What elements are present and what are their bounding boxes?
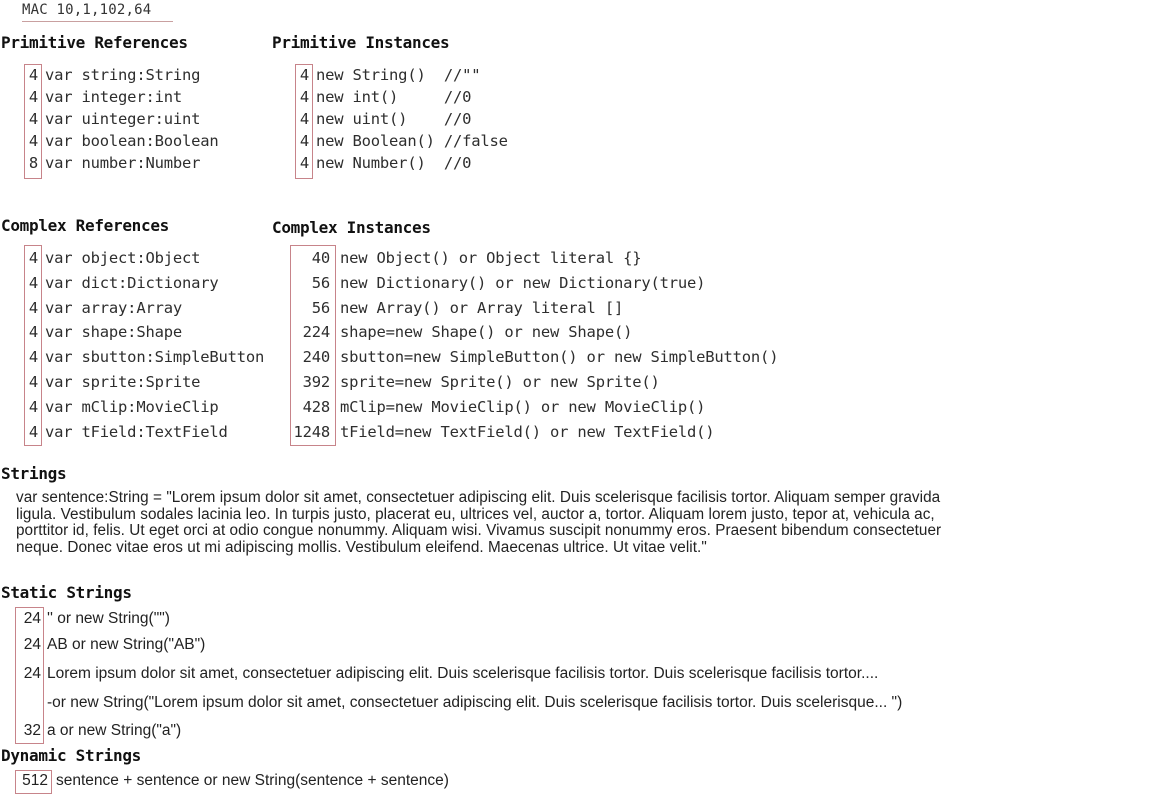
list-item	[26, 246, 264, 271]
size-value: 4	[299, 132, 309, 150]
list-item	[15, 663, 878, 685]
list-item	[290, 296, 778, 321]
list-item	[15, 692, 902, 714]
list-item	[26, 320, 264, 345]
list-item	[15, 608, 170, 630]
size-value: 1248	[293, 422, 330, 441]
size-value: 4	[299, 88, 309, 106]
complex-references-heading: Complex References	[1, 216, 169, 235]
list-item	[297, 86, 508, 108]
complex-references-list	[26, 246, 264, 444]
primitive-instances-list	[297, 64, 508, 174]
code-text: tField=new TextField() or new TextField()	[340, 422, 715, 441]
size-value: 240	[302, 348, 330, 367]
size-value: 4	[28, 348, 38, 367]
code-text: var object:Object	[45, 249, 201, 267]
size-value: 4	[299, 110, 309, 128]
size-value: 224	[302, 323, 330, 342]
size-value: 24	[23, 665, 41, 682]
size-value: 4	[28, 397, 38, 416]
list-item	[290, 246, 778, 271]
list-item	[26, 395, 264, 420]
list-item	[26, 86, 219, 108]
code-text: sbutton=new SimpleButton() or new SimpleButton()	[340, 348, 779, 367]
sentence-line: var sentence:String = "Lorem ipsum dolor sit amet, consectetuer adipiscing elit. Duis scelerisque facilisis tortor. Aliquam semper gravida	[16, 489, 941, 506]
list-item	[290, 345, 778, 370]
code-text: new Number() //0	[316, 154, 472, 172]
size-value: 4	[28, 110, 38, 128]
code-text: new Boolean() //false	[316, 132, 508, 150]
size-value: 4	[299, 154, 309, 172]
size-value: 4	[299, 66, 309, 84]
list-item	[15, 720, 181, 742]
sentence-declaration	[16, 490, 1168, 556]
primitive-instances-heading: Primitive Instances	[272, 33, 450, 52]
string-text: AB or new String("AB")	[47, 636, 206, 653]
size-value: 4	[28, 132, 38, 150]
code-text: var boolean:Boolean	[45, 132, 219, 150]
code-text: mClip=new MovieClip() or new MovieClip()	[340, 397, 706, 416]
size-value: 4	[28, 66, 38, 84]
list-item	[26, 108, 219, 130]
code-text: new Object() or Object literal {}	[340, 249, 642, 267]
string-text: '' or new String("")	[47, 610, 170, 627]
list-item	[26, 345, 264, 370]
string-text: -or new String("Lorem ipsum dolor sit amet, consectetuer adipiscing elit. Duis scelerisque facilisis tortor. Duis scelerisque... ")	[47, 694, 903, 711]
list-item	[26, 271, 264, 296]
code-text: sprite=new Sprite() or new Sprite()	[340, 372, 660, 391]
size-value: 392	[302, 372, 330, 391]
size-value: 4	[28, 249, 38, 267]
size-value: 4	[28, 422, 38, 441]
list-item	[297, 130, 508, 152]
code-text: new String() //""	[316, 66, 481, 84]
size-value: 56	[311, 298, 330, 317]
string-text: Lorem ipsum dolor sit amet, consectetuer adipiscing elit. Duis scelerisque facilisis tortor. Duis scelerisque facilisis tortor....	[47, 665, 879, 682]
code-text: var shape:Shape	[45, 323, 182, 342]
size-value: 4	[28, 323, 38, 342]
size-value: 24	[23, 636, 41, 653]
sentence-line: porttitor id, felis. Ut eget orci at odio congue nonummy. Aliquam wisi. Vivamus suscipit nonummy eros. Praesent bibendum consectetuer	[16, 522, 942, 540]
platform-version-label: MAC 10,1,102,64	[22, 2, 173, 22]
code-text: new uint() //0	[316, 110, 472, 128]
sentence-line: neque. Donec vitae eros ut mi adipiscing mollis. Vestibulum eleifend. Maecenas ultrice. Ut vitae velit."	[16, 538, 707, 556]
code-text: new Array() or Array literal []	[340, 298, 624, 317]
code-text: var number:Number	[45, 154, 201, 172]
code-text: var sprite:Sprite	[45, 372, 201, 391]
list-item	[26, 64, 219, 86]
code-text: var string:String	[45, 66, 201, 84]
primitive-references-heading: Primitive References	[1, 33, 188, 52]
list-item	[15, 634, 205, 656]
code-text: var mClip:MovieClip	[45, 397, 219, 416]
complex-instances-list	[290, 246, 778, 444]
complex-instances-heading: Complex Instances	[272, 218, 431, 237]
size-value: 8	[28, 154, 38, 172]
list-item	[297, 152, 508, 174]
size-value: 40	[311, 249, 330, 267]
list-item	[290, 420, 778, 445]
code-text: var dict:Dictionary	[45, 273, 219, 292]
string-text: a or new String("a")	[47, 722, 182, 739]
dynamic-strings-heading: Dynamic Strings	[1, 746, 141, 765]
list-item	[26, 370, 264, 395]
code-text: var uinteger:uint	[45, 110, 201, 128]
code-text: new int() //0	[316, 88, 472, 106]
size-value: 512	[22, 772, 48, 789]
list-item	[26, 420, 264, 445]
list-item	[290, 320, 778, 345]
primitive-references-list	[26, 64, 219, 174]
code-text: new Dictionary() or new Dictionary(true)	[340, 273, 706, 292]
list-item	[26, 152, 219, 174]
list-item	[26, 296, 264, 321]
size-value: 4	[28, 273, 38, 292]
code-text: var array:Array	[45, 298, 182, 317]
code-text: var tField:TextField	[45, 422, 228, 441]
size-value: 4	[28, 88, 38, 106]
sentence-line: ligula. Vestibulum sodales lacinia leo. In turpis justo, placerat eu, ultrices vel, auctor a, tortor. Aliquam lorem justo, tepor at, vehicula ac,	[16, 505, 935, 523]
list-item	[297, 64, 508, 86]
list-item	[290, 370, 778, 395]
list-item	[290, 271, 778, 296]
list-item	[15, 770, 449, 792]
size-value: 56	[311, 273, 330, 292]
size-value: 32	[23, 722, 41, 739]
list-item	[297, 108, 508, 130]
size-value: 428	[302, 397, 330, 416]
list-item	[290, 395, 778, 420]
static-strings-heading: Static Strings	[1, 583, 132, 602]
string-text: sentence + sentence or new String(sentence + sentence)	[56, 772, 449, 789]
size-value: 24	[23, 610, 41, 627]
size-value: 4	[28, 298, 38, 317]
code-text: var integer:int	[45, 88, 182, 106]
code-text: shape=new Shape() or new Shape()	[340, 323, 633, 342]
list-item	[26, 130, 219, 152]
size-value: 4	[28, 372, 38, 391]
strings-heading: Strings	[1, 464, 67, 483]
code-text: var sbutton:SimpleButton	[45, 348, 265, 367]
